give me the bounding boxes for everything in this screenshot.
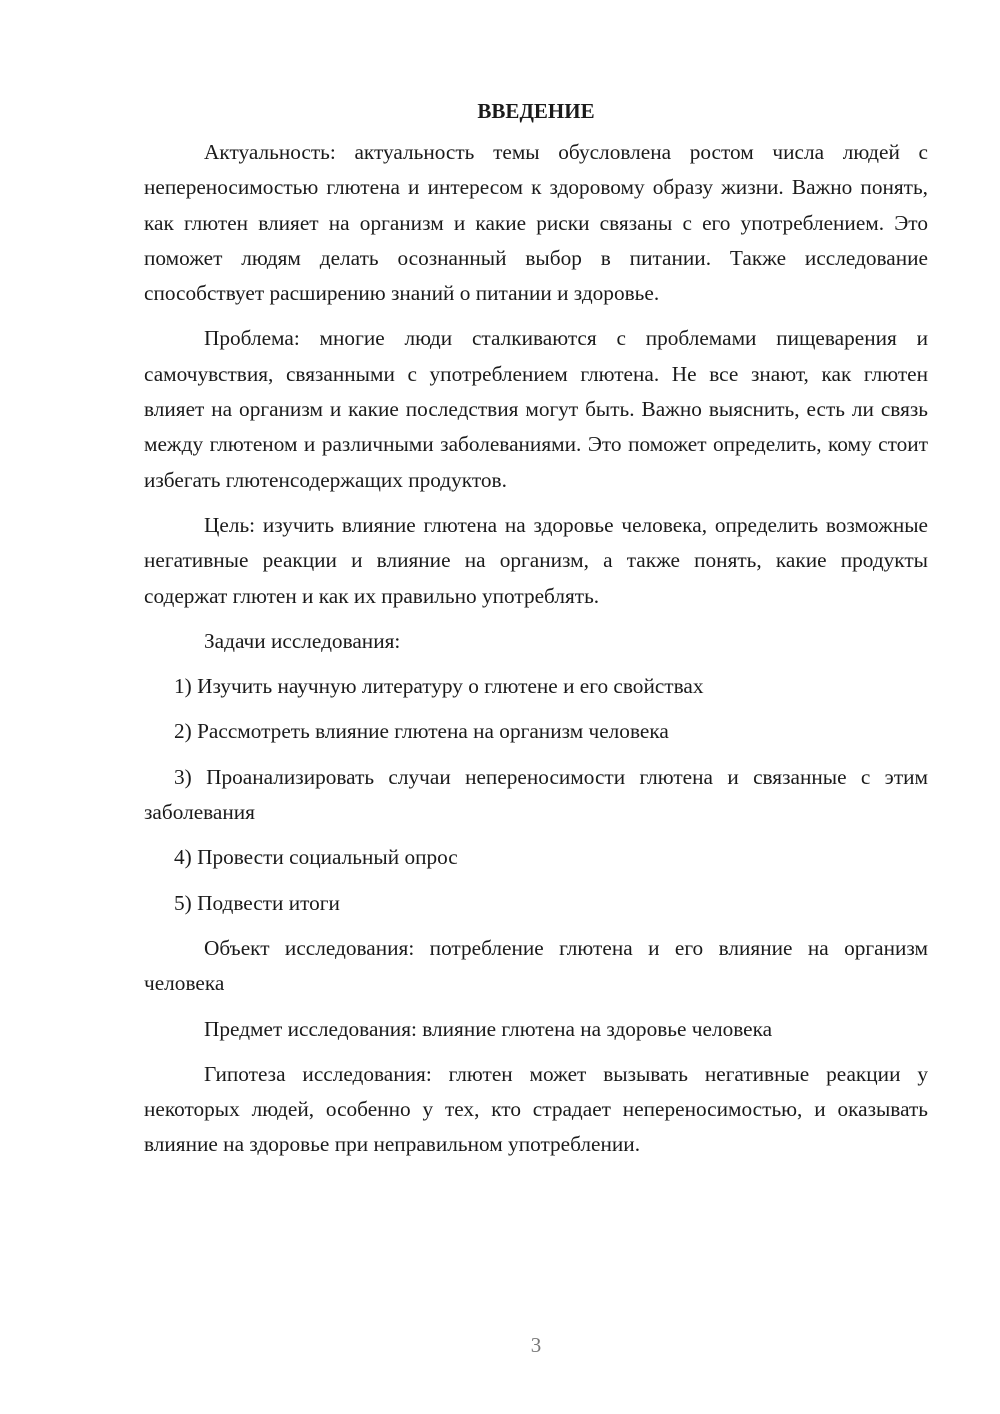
hypothesis-paragraph: Гипотеза исследования: глютен может вызывать негативные реакции у некоторых людей, особенно у тех, кто страдает непереносимостью, и оказывать влияние на здоровье при неправильном употреблении. [144,1061,928,1157]
tasks-heading: Задачи исследования: [204,628,401,653]
relevance-paragraph: Актуальность: актуальность темы обусловлена ростом числа людей с непереносимостью глютена и интересом к здоровому образу жизни. Важно понять, как глютен влияет на организм и какие риски связаны с его употреблением. Это поможет людям делать осознанный выбор в питании. Также исследование способствует расширению знаний о питании и здоровье. [144,140,928,306]
object-paragraph: Объект исследования: потребление глютена и его влияние на организм человека [144,935,928,996]
subject-paragraph: Предмет исследования: влияние глютена на здоровье человека [204,1016,773,1041]
page-number: 3 [530,1333,542,1357]
page-content [144,93,928,1173]
task-item-4: 4) Провести социальный опрос [174,845,458,870]
task-item-5: 5) Подвести итоги [174,890,340,915]
goal-paragraph: Цель: изучить влияние глютена на здоровье человека, определить возможные негативные реакции и влияние на организм, а также понять, какие продукты содержат глютен и как их правильно употреблять. [144,512,928,608]
task-item-1: 1) Изучить научную литературу о глютене и его свойствах [174,674,704,699]
task-item-2: 2) Рассмотреть влияние глютена на организм человека [174,719,669,744]
section-title: ВВЕДЕНИЕ [477,99,595,123]
problem-paragraph: Проблема: многие люди сталкиваются с проблемами пищеварения и самочувствия, связанными с употреблением глютена. Не все знают, как глютен влияет на организм и какие последствия могут быть. Важно выяснить, есть ли связь между глютеном и различными заболеваниями. Это поможет определить, кому стоит избегать глютенсодержащих продуктов. [144,326,928,492]
task-item-3: 3) Проанализировать случаи непереносимости глютена и связанные с этим заболевания [144,764,928,825]
